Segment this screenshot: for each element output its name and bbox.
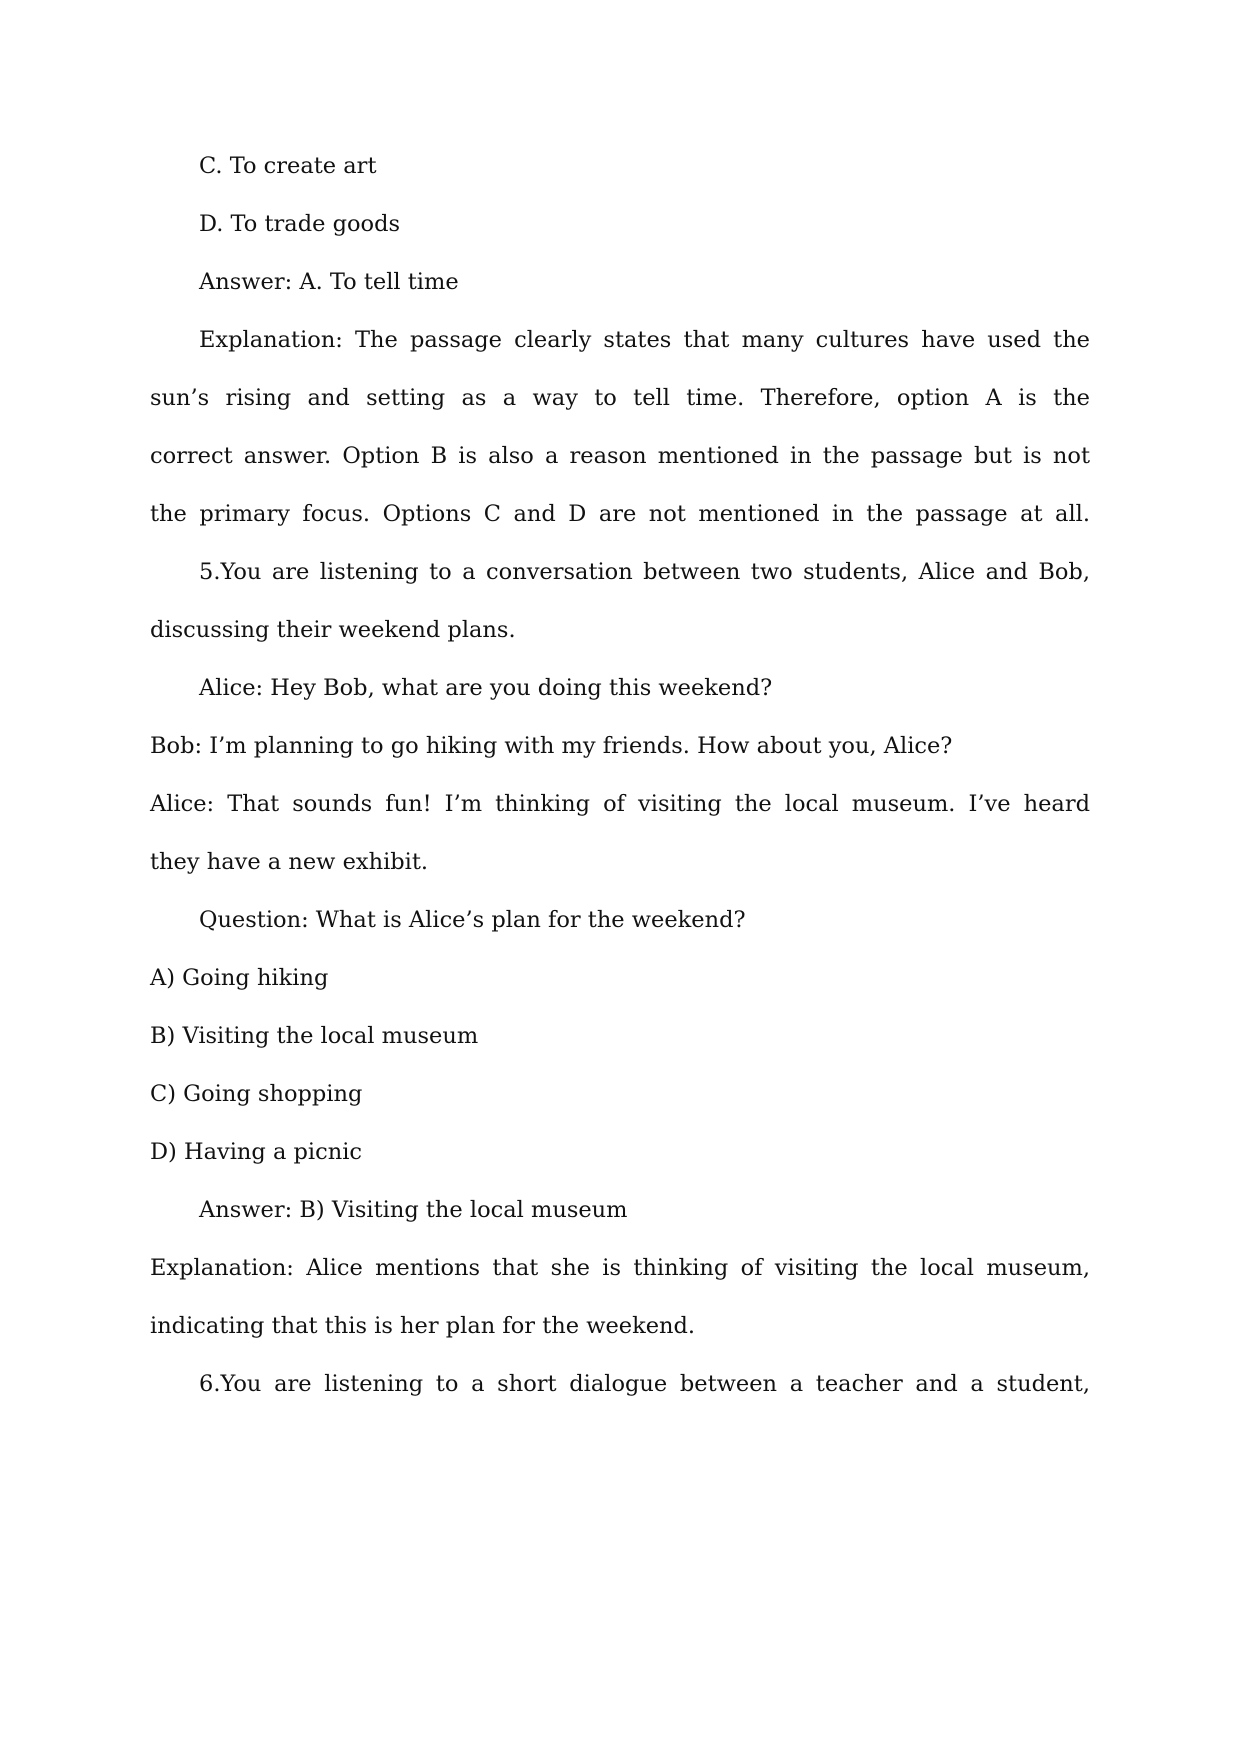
answer-line: Answer: B) Visiting the local museum [199, 1197, 628, 1223]
explanation-line: correct answer. Option B is also a reason mentioned in the passage but is not [150, 443, 1090, 469]
option-c-line: C) Going shopping [150, 1081, 363, 1107]
explanation-line: Explanation: The passage clearly states that many cultures have used the [199, 327, 1090, 353]
question-prompt-line: 6.You are listening to a short dialogue between a teacher and a student, [199, 1371, 1090, 1397]
option-d-line: D. To trade goods [199, 211, 401, 237]
question-line: Question: What is Alice’s plan for the weekend? [199, 907, 746, 933]
dialogue-line: they have a new exhibit. [150, 849, 429, 875]
dialogue-line: Bob: I’m planning to go hiking with my friends. How about you, Alice? [150, 733, 953, 759]
option-d-line: D) Having a picnic [150, 1139, 363, 1165]
explanation-line: Explanation: Alice mentions that she is thinking of visiting the local museum, [150, 1255, 1090, 1281]
answer-line: Answer: A. To tell time [199, 269, 459, 295]
option-a-line: A) Going hiking [150, 965, 329, 991]
explanation-line: indicating that this is her plan for the weekend. [150, 1313, 696, 1339]
explanation-line: the primary focus. Options C and D are not mentioned in the passage at all. [150, 501, 1090, 527]
option-b-line: B) Visiting the local museum [150, 1023, 479, 1049]
question-prompt-line: discussing their weekend plans. [150, 617, 516, 643]
explanation-line: sun’s rising and setting as a way to tell time. Therefore, option A is the [150, 385, 1090, 411]
dialogue-line: Alice: Hey Bob, what are you doing this weekend? [199, 675, 773, 701]
question-prompt-line: 5.You are listening to a conversation between two students, Alice and Bob, [199, 559, 1090, 585]
dialogue-line: Alice: That sounds fun! I’m thinking of visiting the local museum. I’ve heard [150, 791, 1090, 817]
option-c-line: C. To create art [199, 153, 377, 179]
